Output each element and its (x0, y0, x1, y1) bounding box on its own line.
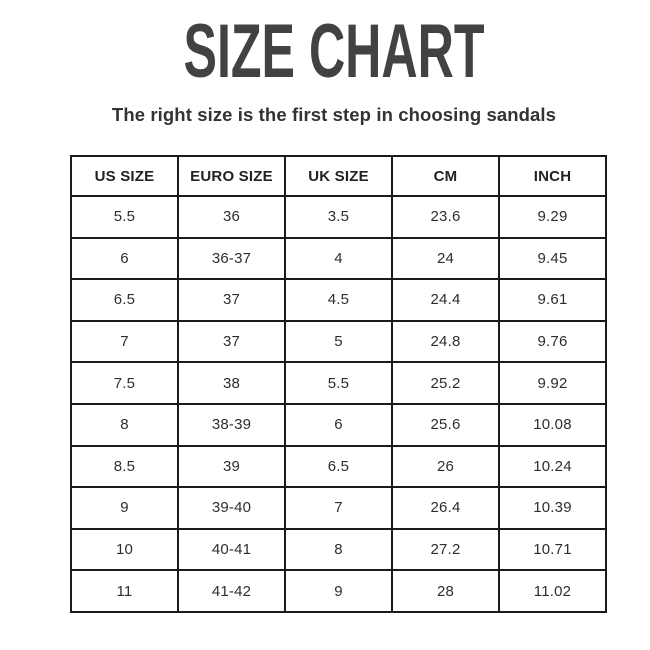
table-cell: 3.5 (285, 196, 392, 238)
table-cell: 36 (178, 196, 285, 238)
table-cell: 26.4 (392, 487, 499, 529)
table-cell: 6.5 (71, 279, 178, 321)
table-cell: 8.5 (71, 446, 178, 488)
table-header-row (71, 156, 606, 196)
page-subtitle: The right size is the first step in choosing sandals (111, 104, 557, 125)
table-cell: 38-39 (178, 404, 285, 446)
table-cell: 9.61 (499, 279, 606, 321)
table-row (71, 446, 606, 488)
table-cell: 40-41 (178, 529, 285, 571)
page-header (0, 0, 650, 126)
table-cell: 4 (285, 238, 392, 280)
table-cell: 26 (392, 446, 499, 488)
table-row (71, 487, 606, 529)
table-row (71, 321, 606, 363)
table-body (71, 196, 606, 612)
table-cell: 25.6 (392, 404, 499, 446)
table-cell: 23.6 (392, 196, 499, 238)
table-cell: 10.71 (499, 529, 606, 571)
table-cell: 36-37 (178, 238, 285, 280)
table-header-cell-inch: INCH (499, 156, 606, 196)
table-cell: 28 (392, 570, 499, 612)
table-row (71, 529, 606, 571)
table-cell: 27.2 (392, 529, 499, 571)
table-cell: 9.45 (499, 238, 606, 280)
table-header-cell-us-size: US SIZE (71, 156, 178, 196)
table-cell: 25.2 (392, 362, 499, 404)
table-row (71, 362, 606, 404)
table-row (71, 570, 606, 612)
table-cell: 24.4 (392, 279, 499, 321)
table-cell: 10.08 (499, 404, 606, 446)
page-title: SIZE CHART (183, 9, 485, 94)
table-cell: 9.29 (499, 196, 606, 238)
table-cell: 9.76 (499, 321, 606, 363)
table-cell: 10.39 (499, 487, 606, 529)
table-cell: 9 (71, 487, 178, 529)
table-cell: 7 (285, 487, 392, 529)
table-row (71, 279, 606, 321)
table-row (71, 196, 606, 238)
table-cell: 7.5 (71, 362, 178, 404)
table-cell: 5.5 (285, 362, 392, 404)
table-cell: 24 (392, 238, 499, 280)
table-cell: 11.02 (499, 570, 606, 612)
table-cell: 39 (178, 446, 285, 488)
table-cell: 37 (178, 279, 285, 321)
table-cell: 10 (71, 529, 178, 571)
table-row (71, 238, 606, 280)
table-cell: 39-40 (178, 487, 285, 529)
table-cell: 5 (285, 321, 392, 363)
table-cell: 41-42 (178, 570, 285, 612)
table-header-cell-uk-size: UK SIZE (285, 156, 392, 196)
table-cell: 8 (71, 404, 178, 446)
table-cell: 38 (178, 362, 285, 404)
table-cell: 9 (285, 570, 392, 612)
table-cell: 24.8 (392, 321, 499, 363)
table-head (71, 156, 606, 196)
table-cell: 6 (285, 404, 392, 446)
table-cell: 8 (285, 529, 392, 571)
table-cell: 5.5 (71, 196, 178, 238)
table-cell: 7 (71, 321, 178, 363)
table-header-cell-cm: CM (392, 156, 499, 196)
table-cell: 9.92 (499, 362, 606, 404)
table-row (71, 404, 606, 446)
table-cell: 4.5 (285, 279, 392, 321)
size-chart-table (70, 155, 607, 613)
table-cell: 37 (178, 321, 285, 363)
table-cell: 11 (71, 570, 178, 612)
table-header-cell-euro-size: EURO SIZE (178, 156, 285, 196)
table-cell: 6 (71, 238, 178, 280)
table-cell: 10.24 (499, 446, 606, 488)
table-cell: 6.5 (285, 446, 392, 488)
